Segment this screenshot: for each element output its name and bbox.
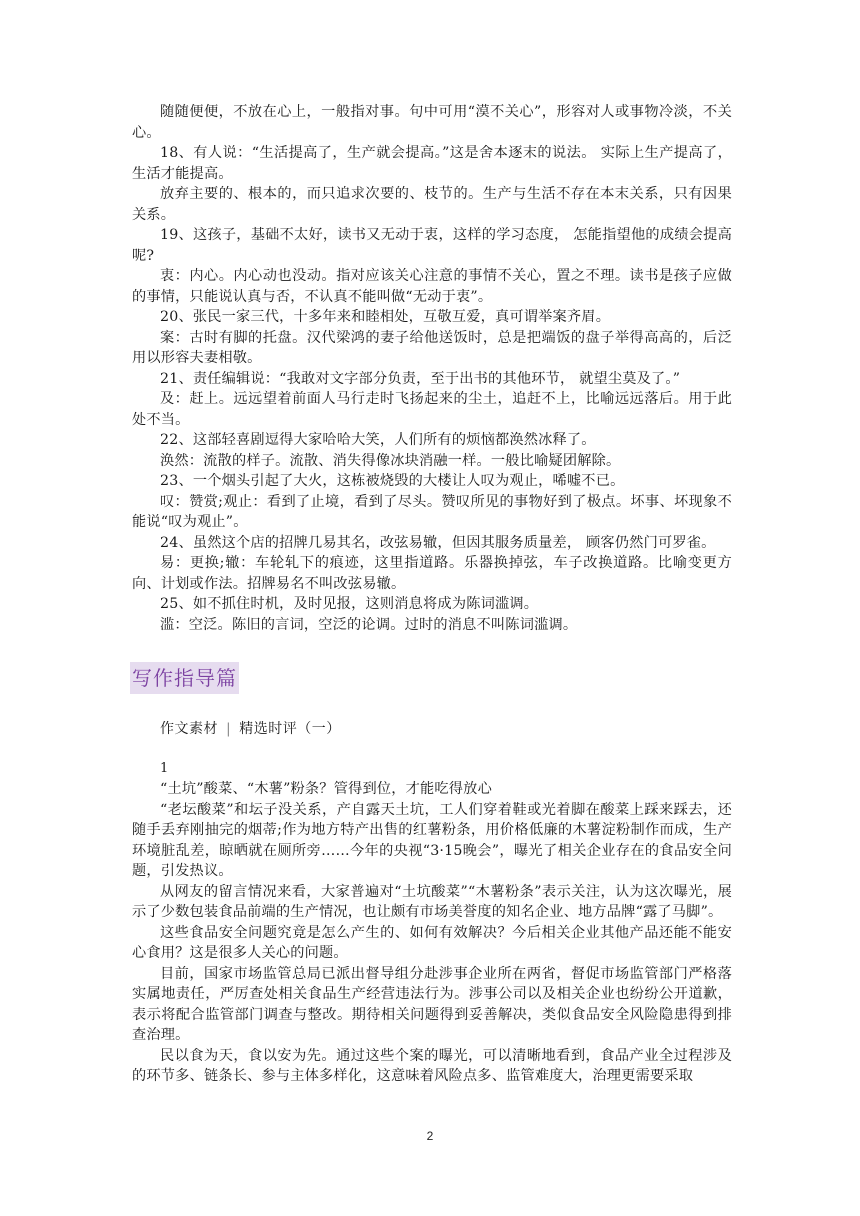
paragraph: 案：古时有脚的托盘。汉代梁鸿的妻子给他送饭时，总是把端饭的盘子举得高高的，后泛用以形容夫妻相敬。 — [132, 329, 732, 366]
paragraph: 21、责任编辑说：“我敢对文字部分负责，至于出书的其他环节， 就望尘莫及了。” — [160, 370, 681, 387]
paragraph: 23、一个烟头引起了大火，这栋被烧毁的大楼让人叹为观止，唏嘘不已。 — [160, 473, 625, 489]
paragraph: 衷：内心。内心动也没动。指对应该关心注意的事情不关心，置之不理。读书是孩子应做的事情，只能说认真与否，不认真不能叫做“无动于衷”。 — [132, 268, 732, 305]
paragraph: 20、张民一家三代，十多年来和睦相处，互敬互爱，真可谓举案齐眉。 — [160, 309, 611, 325]
paragraph: 民以食为天，食以安为先。通过这些个案的曝光，可以清晰地看到，食品产业全过程涉及的环节多、链条长、参与主体多样化，这意味着风险点多、监管难度大，治理更需要采取 — [132, 1047, 732, 1084]
glossary-section — [132, 102, 732, 635]
paragraph: 18、有人说：“生活提高了，生产就会提高。”这是舍本逐末的说法。 实际上生产提高了，生活才能提高。 — [132, 145, 732, 182]
section-title: 写作指导篇 — [130, 662, 239, 694]
paragraph: 放弃主要的、根本的，而只追求次要的、枝节的。生产与生活不存在本末关系，只有因果关系。 — [132, 186, 732, 223]
paragraph: 及：赶上。远远望着前面人马行走时飞扬起来的尘土，追赶不上，比喻远远落后。用于此处不当。 — [132, 391, 732, 428]
paragraph: 目前，国家市场监管总局已派出督导组分赴涉事企业所在两省，督促市场监管部门严格落实属地责任，严厉查处相关食品生产经营违法行为。涉事公司以及相关企业也纷纷公开道歉，表示将配合监管部门调查与整改。期待相关问题得到妥善解决，类似食品安全风险隐患得到排查治理。 — [132, 965, 732, 1043]
paragraph: 易：更换;辙：车轮轧下的痕迹，这里指道路。乐器换掉弦，车子改换道路。比喻变更方向、计划或作法。招牌易名不叫改弦易辙。 — [132, 555, 732, 592]
article-headline: “土坑”酸菜、“木薯”粉条？管得到位，才能吃得放心 — [160, 781, 492, 797]
sub-heading-category: 作文素材 — [160, 721, 218, 737]
paragraph: 24、虽然这个店的招牌几易其名，改弦易辙，但因其服务质量差， 顾客仍然门可罗雀。 — [160, 534, 716, 551]
sub-heading-topic: 精选时评（一） — [239, 721, 341, 737]
sub-heading — [160, 719, 341, 739]
article-number: 1 — [160, 761, 169, 776]
paragraph: 涣然：流散的样子。流散、消失得像冰块消融一样。一般比喻疑团解除。 — [160, 452, 621, 469]
paragraph: 22、这部轻喜剧逗得大家哈哈大笑，人们所有的烦恼都涣然冰释了。 — [160, 432, 596, 448]
paragraph: 这些食品安全问题究竟是怎么产生的、如何有效解决？今后相关企业其他产品还能不能安心食用？这是很多人关心的问题。 — [132, 924, 732, 961]
page-number: 2 — [426, 1129, 434, 1143]
paragraph: 滥：空泛。陈旧的言词，空泛的论调。过时的消息不叫陈词滥调。 — [160, 616, 578, 633]
paragraph: 19、这孩子，基础不太好，读书又无动于衷，这样的学习态度， 怎能指望他的成绩会提高呢? — [132, 227, 732, 264]
paragraph: 随随便便，不放在心上，一般指对事。句中可用“漠不关心”，形容对人或事物冷淡，不关心。 — [132, 104, 732, 141]
paragraph: “老坛酸菜”和坛子没关系，产自露天土坑，工人们穿着鞋或光着脚在酸菜上踩来踩去，还随手丢弃刚抽完的烟蒂;作为地方特产出售的红薯粉条，用价格低廉的木薯淀粉制作而成，生产环境脏乱差，晾晒就在厕所旁……今年的央视“3·15晚会”，曝光了相关企业存在的食品安全问题，引发热议。 — [132, 801, 732, 879]
article-section — [132, 759, 732, 1087]
sub-heading-separator: | — [226, 721, 232, 737]
paragraph: 25、如不抓住时机，及时见报，这则消息将成为陈词滥调。 — [160, 596, 539, 612]
paragraph: 从网友的留言情况来看，大家普遍对“土坑酸菜”“木薯粉条”表示关注，认为这次曝光，展示了少数包装食品前端的生产情况，也让颇有市场美誉度的知名企业、地方品牌“露了马脚”。 — [132, 883, 732, 920]
paragraph: 叹：赞赏;观止：看到了止境，看到了尽头。赞叹所见的事物好到了极点。坏事、坏现象不能说“叹为观止”。 — [132, 493, 732, 530]
